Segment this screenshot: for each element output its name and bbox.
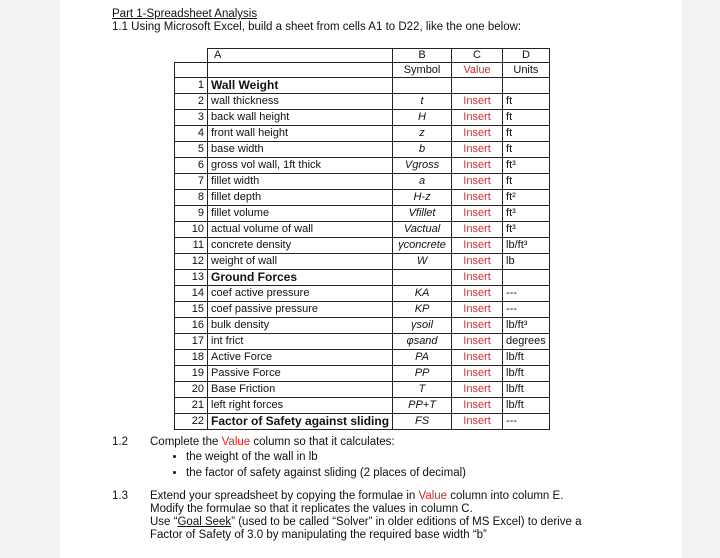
row-symbol: Vfillet (393, 206, 452, 222)
row-symbol: PP+T (393, 398, 452, 414)
row-number: 8 (175, 190, 208, 206)
table-row (175, 270, 550, 286)
row-number: 15 (175, 302, 208, 318)
column-b-header: B (393, 49, 452, 63)
row-number: 12 (175, 254, 208, 270)
row-value (452, 78, 503, 94)
units-header: Units (503, 63, 550, 78)
row-symbol: Vactual (393, 222, 452, 238)
row-unit: --- (503, 414, 550, 430)
row-value: Insert (452, 270, 503, 286)
row-value: Insert (452, 302, 503, 318)
row-label: wall thickness (208, 94, 393, 110)
table-row (175, 222, 550, 238)
table-row (175, 110, 550, 126)
row-number: 13 (175, 270, 208, 286)
row-value: Insert (452, 334, 503, 350)
table-row (175, 238, 550, 254)
spreadsheet-table (174, 48, 550, 430)
row-number: 6 (175, 158, 208, 174)
row-value: Insert (452, 414, 503, 430)
row-number: 2 (175, 94, 208, 110)
row-number: 9 (175, 206, 208, 222)
table-row (175, 318, 550, 334)
value-header: Value (452, 63, 503, 78)
row-label: int frict (208, 334, 393, 350)
row-number: 14 (175, 286, 208, 302)
table-row (175, 254, 550, 270)
row-unit (503, 270, 550, 286)
row-symbol: PA (393, 350, 452, 366)
row-unit: lb/ft (503, 398, 550, 414)
column-c-header: C (452, 49, 503, 63)
row-value: Insert (452, 318, 503, 334)
row-unit: --- (503, 286, 550, 302)
row-value: Insert (452, 254, 503, 270)
row-label: Ground Forces (208, 270, 393, 286)
row-unit: --- (503, 302, 550, 318)
row-label: fillet width (208, 174, 393, 190)
row-unit: ft³ (503, 158, 550, 174)
section-number: 1.3 (112, 490, 128, 502)
row-label: base width (208, 142, 393, 158)
symbol-header: Symbol (393, 63, 452, 78)
row-symbol: γconcrete (393, 238, 452, 254)
row-symbol: φsand (393, 334, 452, 350)
row-unit: ft³ (503, 222, 550, 238)
row-symbol: Vgross (393, 158, 452, 174)
instruction-1-1: 1.1 Using Microsoft Excel, build a sheet from cells A1 to D22, like the one below: (112, 21, 522, 33)
row-label: front wall height (208, 126, 393, 142)
row-unit: lb/ft³ (503, 318, 550, 334)
list-item: • the weight of the wall in lb (186, 451, 620, 464)
row-number: 21 (175, 398, 208, 414)
row-value: Insert (452, 206, 503, 222)
row-unit: ft (503, 94, 550, 110)
row-label: gross vol wall, 1ft thick (208, 158, 393, 174)
row-label: back wall height (208, 110, 393, 126)
row-unit: ft (503, 126, 550, 142)
row-number: 18 (175, 350, 208, 366)
row-unit: ft (503, 110, 550, 126)
row-symbol: b (393, 142, 452, 158)
row-number: 11 (175, 238, 208, 254)
table-row (175, 398, 550, 414)
section-1-3-line: Use “Goal Seek” (used to be called “Solver” in older editions of MS Excel) to derive a (150, 516, 582, 528)
row-label: left right forces (208, 398, 393, 414)
row-unit: lb (503, 254, 550, 270)
table-row (175, 366, 550, 382)
row-value: Insert (452, 126, 503, 142)
row-label: Wall Weight (208, 78, 393, 94)
row-number: 17 (175, 334, 208, 350)
row-unit: lb/ft (503, 350, 550, 366)
row-label: actual volume of wall (208, 222, 393, 238)
table-row (175, 350, 550, 366)
row-value: Insert (452, 94, 503, 110)
row-label: Active Force (208, 350, 393, 366)
row-number: 3 (175, 110, 208, 126)
row-unit: ft (503, 174, 550, 190)
table-row (175, 158, 550, 174)
row-symbol: H (393, 110, 452, 126)
row-number: 16 (175, 318, 208, 334)
row-number: 1 (175, 78, 208, 94)
row-label: bulk density (208, 318, 393, 334)
row-symbol: a (393, 174, 452, 190)
row-unit: ft³ (503, 206, 550, 222)
row-unit: ft² (503, 190, 550, 206)
subheader-row (175, 63, 550, 78)
row-number: 4 (175, 126, 208, 142)
row-value: Insert (452, 398, 503, 414)
section-1-2-intro: Complete the Value column so that it calculates: (150, 436, 395, 448)
calc-list (150, 451, 620, 480)
row-value: Insert (452, 110, 503, 126)
value-word: Value (418, 490, 448, 502)
row-value: Insert (452, 286, 503, 302)
row-label: coef active pressure (208, 286, 393, 302)
row-label: concrete density (208, 238, 393, 254)
row-value: Insert (452, 366, 503, 382)
table-row (175, 382, 550, 398)
table-row (175, 206, 550, 222)
table-row (175, 78, 550, 94)
row-value: Insert (452, 350, 503, 366)
table-row (175, 142, 550, 158)
heading (112, 8, 521, 34)
table-row (175, 190, 550, 206)
row-label: Base Friction (208, 382, 393, 398)
row-unit: degrees (503, 334, 550, 350)
section-1-3-line: Modify the formulae so that it replicates the values in column C. (150, 503, 473, 515)
row-number: 19 (175, 366, 208, 382)
row-unit: lb/ft³ (503, 238, 550, 254)
part-title: Part 1-Spreadsheet Analysis (112, 8, 258, 20)
row-symbol: T (393, 382, 452, 398)
row-label: Factor of Safety against sliding (208, 414, 393, 430)
row-number: 7 (175, 174, 208, 190)
row-symbol (393, 270, 452, 286)
list-item: • the factor of safety against sliding (2 places of decimal) (186, 467, 620, 480)
row-unit (503, 78, 550, 94)
column-d-header: D (503, 49, 550, 63)
row-symbol: H-z (393, 190, 452, 206)
row-label: weight of wall (208, 254, 393, 270)
table-row (175, 302, 550, 318)
row-value: Insert (452, 174, 503, 190)
row-value: Insert (452, 238, 503, 254)
row-label: fillet volume (208, 206, 393, 222)
table-row (175, 94, 550, 110)
section-1-3-line: Extend your spreadsheet by copying the formulae in Value column into column E. (150, 490, 564, 502)
row-value: Insert (452, 382, 503, 398)
table-row (175, 286, 550, 302)
row-unit: lb/ft (503, 382, 550, 398)
row-symbol: FS (393, 414, 452, 430)
section-number: 1.2 (112, 436, 128, 448)
column-a-header: A (208, 49, 393, 63)
row-value: Insert (452, 142, 503, 158)
row-label: Passive Force (208, 366, 393, 382)
column-letter-row (175, 49, 550, 63)
goal-seek-term: Goal Seek (177, 516, 232, 528)
row-number: 5 (175, 142, 208, 158)
row-symbol: KA (393, 286, 452, 302)
table-row (175, 174, 550, 190)
row-label: coef passive pressure (208, 302, 393, 318)
row-number: 10 (175, 222, 208, 238)
row-number: 22 (175, 414, 208, 430)
row-number: 20 (175, 382, 208, 398)
row-value: Insert (452, 190, 503, 206)
row-symbol: z (393, 126, 452, 142)
row-symbol (393, 78, 452, 94)
value-word: Value (221, 436, 251, 448)
table-row (175, 334, 550, 350)
row-value: Insert (452, 222, 503, 238)
table-row (175, 126, 550, 142)
row-symbol: KP (393, 302, 452, 318)
row-unit: lb/ft (503, 366, 550, 382)
table-row (175, 414, 550, 430)
row-symbol: γsoil (393, 318, 452, 334)
row-symbol: PP (393, 366, 452, 382)
row-label: fillet depth (208, 190, 393, 206)
section-1-3-line: Factor of Safety of 3.0 by manipulating the required base width “b” (150, 529, 487, 541)
row-symbol: t (393, 94, 452, 110)
row-unit: ft (503, 142, 550, 158)
row-value: Insert (452, 158, 503, 174)
row-symbol: W (393, 254, 452, 270)
